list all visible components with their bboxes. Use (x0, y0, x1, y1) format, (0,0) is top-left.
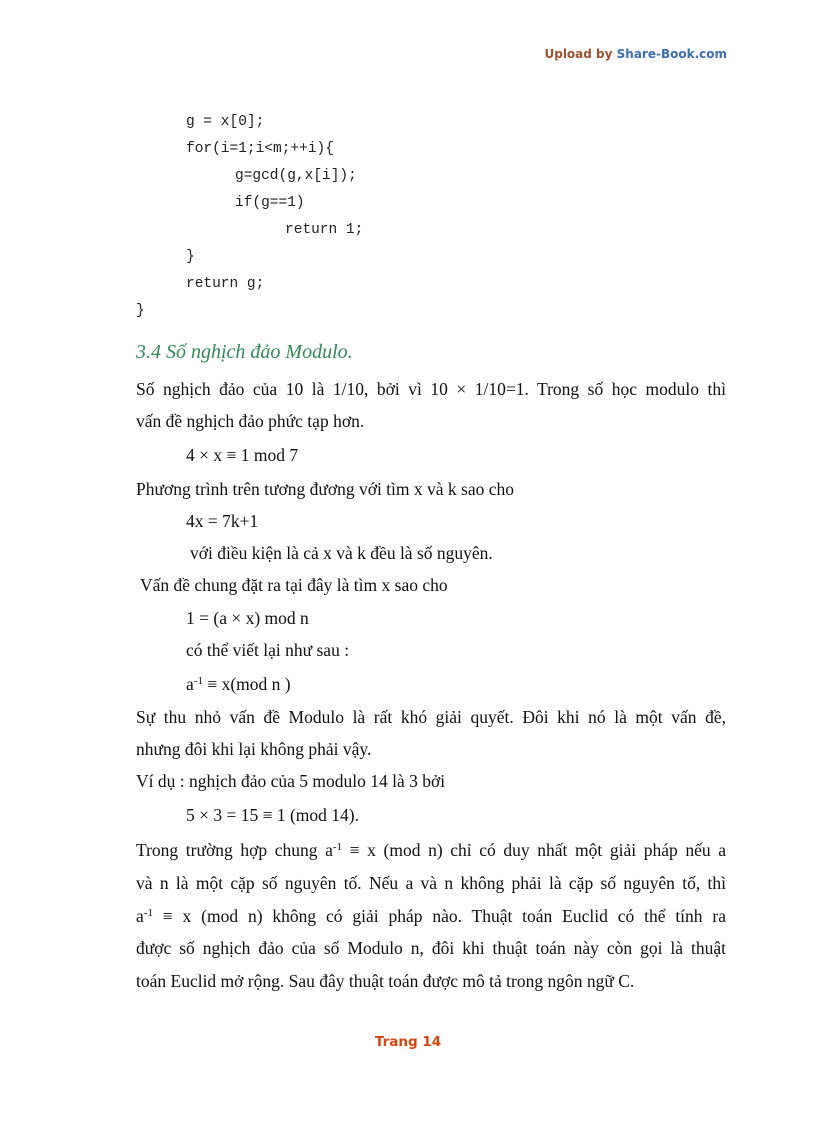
equation: $a^{-1} \equiv x(mod$ n ) (186, 674, 291, 694)
equation: 1 = (a × x) mod n (186, 608, 309, 628)
section-heading: 3.4 Số nghịch đảo Modulo. (136, 341, 353, 363)
paragraph-line: nhưng đôi khi lại không phải vậy. (136, 739, 372, 759)
paragraph-line: Phương trình trên tương đương với tìm x và k sao cho (136, 479, 515, 499)
code-line: } (136, 303, 145, 319)
paragraph-line: có thể viết lại như sau : (186, 640, 350, 660)
paragraph-line: toán Euclid mở rộng. Sau đây thuật toán được mô tả trong ngôn ngữ C. (136, 971, 635, 991)
paragraph-line: vấn đề nghịch đảo phức tạp hơn. (136, 411, 365, 431)
code-line: } (186, 249, 195, 265)
paragraph-line: Vấn đề chung đặt ra tại đây là tìm x sao cho (140, 575, 448, 595)
paragraph-line: Sự thu nhỏ vấn đề Modulo là rất khó giải quyết. Đôi khi nó là một vấn đề, (136, 707, 726, 727)
code-line: g = x[0]; (186, 114, 265, 130)
equation: 5 × 3 = 15 ≡ 1 (mod 14). (186, 805, 360, 825)
code-line: for(i=1;i<m;++i){ (186, 141, 334, 157)
paragraph-line: với điều kiện là cả x và k đều là số nguyên. (190, 543, 493, 563)
paragraph-line: Ví dụ : nghịch đảo của 5 modulo 14 là 3 bởi (136, 771, 446, 791)
code-line: if(g==1) (235, 195, 305, 211)
equation: 4x = 7k+1 (186, 511, 259, 531)
page-number: Trang 14 (374, 1034, 442, 1050)
code-line: g=gcd(g,x[i]); (235, 168, 357, 184)
paragraph-line: được số nghịch đảo của số Modulo n, đôi khi thuật toán này còn gọi là thuật (136, 938, 726, 958)
paragraph-line: $a^{-1} \equiv x$ (mod n) không có giải pháp nào. Thuật toán Euclid có thể tính ra (136, 906, 726, 926)
code-line: return 1; (285, 222, 364, 238)
upload-by-label: Upload by (544, 47, 613, 61)
page-header (544, 47, 727, 61)
site-name: Share-Book.com (616, 47, 727, 61)
paragraph-line: và n là một cặp số nguyên tố. Nếu a và n không phải là cặp số nguyên tố, thì (136, 873, 726, 893)
paragraph-line: Trong trường hợp chung $a^{-1} \equiv x$ (mod n) chỉ có duy nhất một giải pháp nếu a (136, 840, 727, 860)
paragraph-line: Số nghịch đảo của 10 là 1/10, bởi vì 10 × 1/10=1. Trong số học modulo thì (136, 379, 726, 399)
equation: 4 × x ≡ 1 mod 7 (186, 445, 299, 465)
code-line: return g; (186, 276, 265, 292)
